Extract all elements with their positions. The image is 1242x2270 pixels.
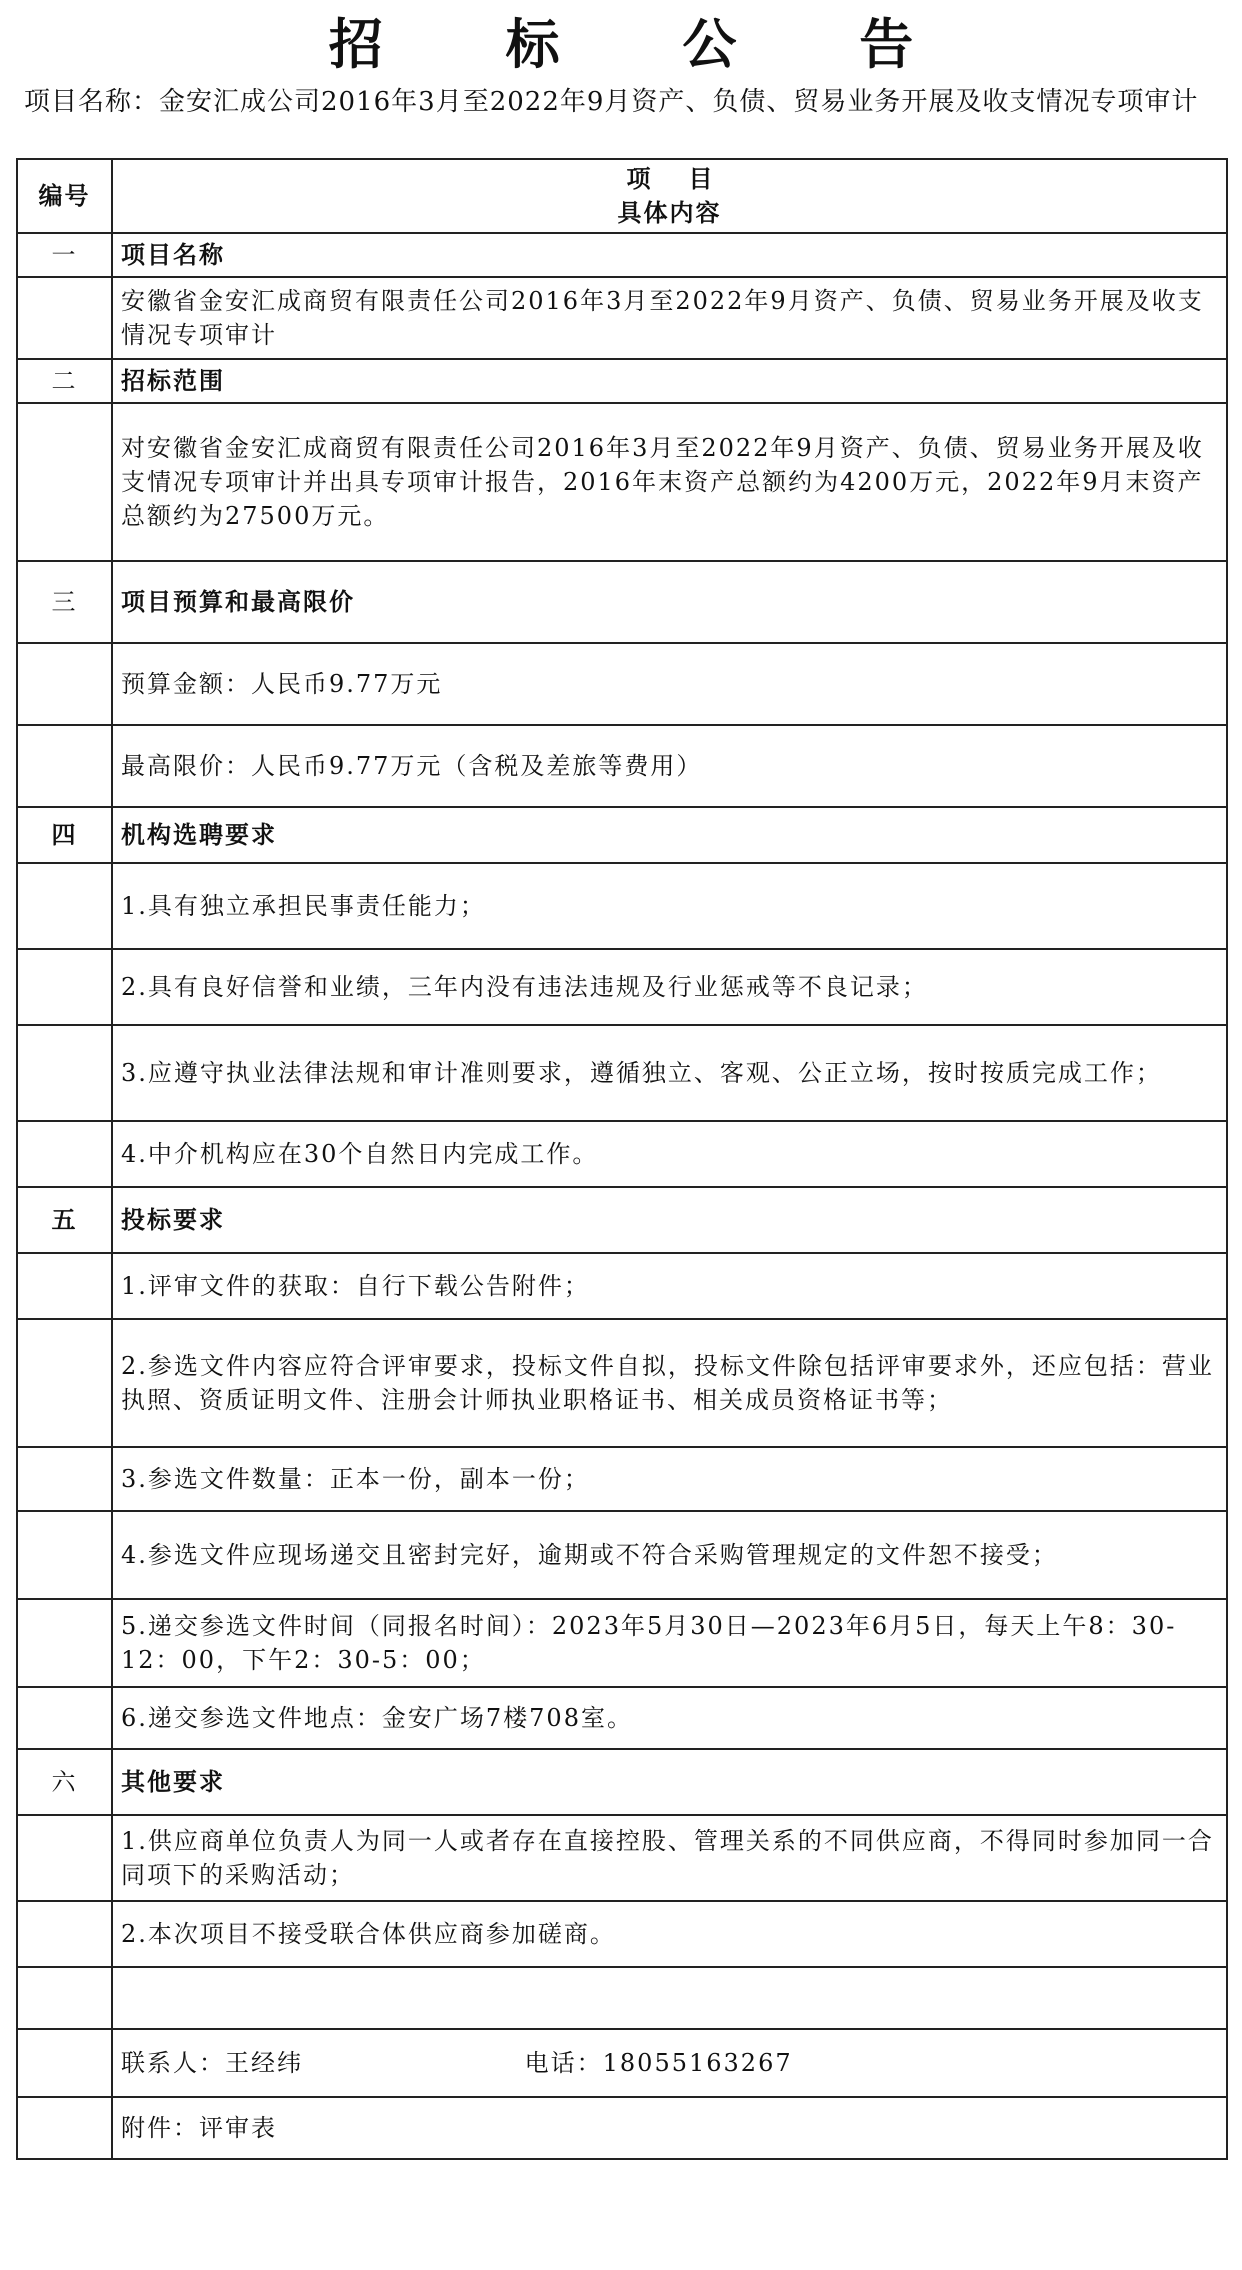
section-heading-row [17,1187,1227,1253]
row-content: 4.参选文件应现场递交且密封完好，逾期或不符合采购管理规定的文件恕不接受； [112,1511,1227,1599]
header-item-line2: 具体内容 [617,198,722,227]
row-content: 1.供应商单位负责人为同一人或者存在直接控股、管理关系的不同供应商，不得同时参加同一合同项下的采购活动； [112,1815,1227,1901]
section-title: 其他要求 [112,1749,1227,1815]
table-row [17,863,1227,949]
tender-table [16,158,1228,2160]
contact-phone: 电话：18055163267 [524,2049,793,2077]
row-content: 2.具有良好信誉和业绩，三年内没有违法违规及行业惩戒等不良记录； [112,949,1227,1025]
row-content: 6.递交参选文件地点：金安广场7楼708室。 [112,1687,1227,1749]
section-title: 项目名称 [112,233,1227,277]
project-name-line: 项目名称：金安汇成公司2016年3月至2022年9月资产、负债、贸易业务开展及收支情况专项审计 [24,87,1199,117]
section-number: 一 [17,233,112,277]
row-content: 安徽省金安汇成商贸有限责任公司2016年3月至2022年9月资产、负债、贸易业务开展及收支情况专项审计 [112,277,1227,359]
header-item-line1: 项目 [626,164,751,193]
table-row [17,1511,1227,1599]
section-number: 四 [17,807,112,863]
table-row [17,1253,1227,1319]
table-row [17,1901,1227,1967]
section-number: 六 [17,1749,112,1815]
table-row [17,949,1227,1025]
table-row [17,1025,1227,1121]
header-number: 编号 [17,159,112,233]
section-number: 二 [17,359,112,403]
row-content: 3.应遵守执业法律法规和审计准则要求，遵循独立、客观、公正立场，按时按质完成工作； [112,1025,1227,1121]
section-title: 招标范围 [112,359,1227,403]
contact-row [17,2029,1227,2097]
section-number: 三 [17,561,112,643]
empty-row [17,1967,1227,2029]
section-heading-row [17,561,1227,643]
section-title: 项目预算和最高限价 [112,561,1227,643]
page-title: 招 标 公 告 [328,12,966,76]
row-content: 2.参选文件内容应符合评审要求，投标文件自拟，投标文件除包括评审要求外，还应包括：营业执照、资质证明文件、注册会计师执业职格证书、相关成员资格证书等； [112,1319,1227,1447]
table-row [17,643,1227,725]
contact-info [112,2029,1227,2097]
section-heading-row [17,1749,1227,1815]
row-content: 预算金额：人民币9.77万元 [112,643,1227,725]
row-content: 2.本次项目不接受联合体供应商参加磋商。 [112,1901,1227,1967]
row-content: 最高限价：人民币9.77万元（含税及差旅等费用） [112,725,1227,807]
table-row [17,1815,1227,1901]
row-content: 4.中介机构应在30个自然日内完成工作。 [112,1121,1227,1187]
attachment-info: 附件：评审表 [112,2097,1227,2159]
section-number: 五 [17,1187,112,1253]
section-title: 投标要求 [112,1187,1227,1253]
section-heading-row [17,359,1227,403]
header-item [112,159,1227,233]
table-row [17,1121,1227,1187]
section-title: 机构选聘要求 [112,807,1227,863]
row-content: 1.评审文件的获取：自行下载公告附件； [112,1253,1227,1319]
section-heading-row [17,233,1227,277]
table-row [17,1447,1227,1511]
table-row [17,277,1227,359]
row-content: 1.具有独立承担民事责任能力； [112,863,1227,949]
row-content: 5.递交参选文件时间（同报名时间）：2023年5月30日—2023年6月5日，每天上午8：30-12：00，下午2：30-5：00； [112,1599,1227,1687]
row-content: 3.参选文件数量：正本一份，副本一份； [112,1447,1227,1511]
table-header-row [17,159,1227,233]
section-heading-row [17,807,1227,863]
table-row [17,1599,1227,1687]
table-row [17,1319,1227,1447]
contact-person: 联系人：王经纬 [121,2049,303,2077]
table-row [17,725,1227,807]
row-content: 对安徽省金安汇成商贸有限责任公司2016年3月至2022年9月资产、负债、贸易业务开展及收支情况专项审计并出具专项审计报告，2016年末资产总额约为4200万元，2022年9月末资产总额约为27500万元。 [112,403,1227,561]
table-row [17,403,1227,561]
attachment-row [17,2097,1227,2159]
table-row [17,1687,1227,1749]
